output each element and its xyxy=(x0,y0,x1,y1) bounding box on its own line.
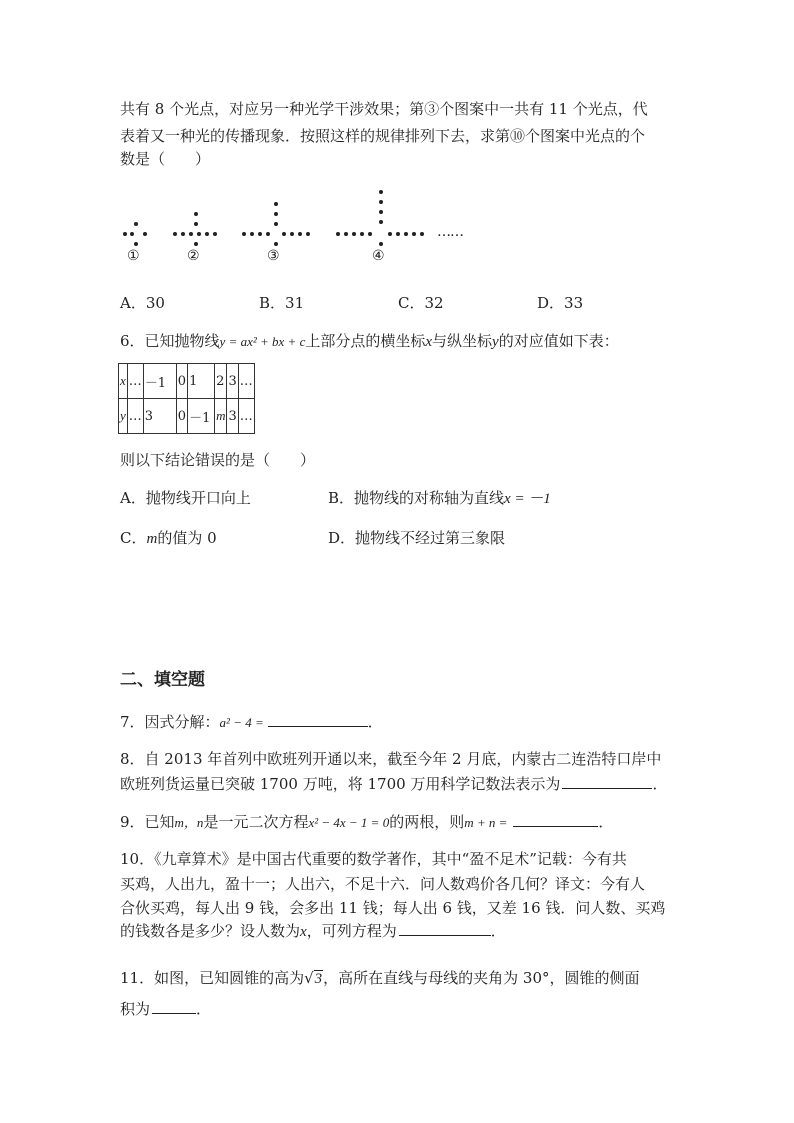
table-cell: y xyxy=(119,399,128,434)
light-dot xyxy=(130,232,134,236)
q9: 9．已知m，n是一元二次方程x² − 4x − 1 = 0的两根，则m + n = ． xyxy=(120,813,614,831)
light-dot xyxy=(134,222,138,226)
q10-line3: 合伙买鸡，每人出 9 钱，会多出 11 钱；每人出 6 钱，又差 16 钱．问人数、买鸡 xyxy=(120,899,666,917)
light-dot xyxy=(404,232,408,236)
q10-line1: 10．《九章算术》是中国古代重要的数学著作，其中“盈不足术”记载：今有共 xyxy=(120,850,627,868)
light-dot xyxy=(306,232,310,236)
answer-blank[interactable] xyxy=(399,934,491,936)
light-dot xyxy=(143,232,147,236)
light-dot xyxy=(352,232,356,236)
answer-blank[interactable] xyxy=(562,787,652,789)
light-dot xyxy=(379,190,383,194)
light-dot xyxy=(194,212,198,216)
figure-label-3: ③ xyxy=(267,248,280,264)
light-dot xyxy=(290,232,294,236)
q6-option-b: B．抛物线的对称轴为直线x = －1 xyxy=(328,489,551,507)
q8-line1: 8．自 2013 年首列中欧班列开通以来，截至今年 2 月底，内蒙古二连浩特口岸中 xyxy=(120,750,662,768)
q5-line1: 共有 8 个光点，对应另一种光学干涉效果；第③个图案中一共有 11 个光点，代 xyxy=(120,100,648,118)
q5-option-a: A．30 xyxy=(120,294,165,312)
light-dot xyxy=(205,232,209,236)
q10-line4: 的钱数各是多少？设人数为x，可列方程为 ． xyxy=(120,922,506,940)
light-dot xyxy=(173,232,177,236)
q5-option-b: B．31 xyxy=(259,294,305,312)
q11-line1: 11．如图，已知圆锥的高为√3，高所在直线与母线的夹角为 30°，圆锥的侧面 xyxy=(120,969,640,987)
light-dot xyxy=(197,232,201,236)
section-heading: 二、填空题 xyxy=(120,670,205,690)
light-dot xyxy=(213,232,217,236)
light-dot xyxy=(298,232,302,236)
q5-line3: 数是（ ） xyxy=(120,150,211,168)
table-cell: m xyxy=(215,399,227,434)
light-dot xyxy=(379,210,383,214)
light-dot xyxy=(258,232,262,236)
figure-label-1: ① xyxy=(127,248,140,264)
light-dot xyxy=(360,232,364,236)
table-cell: 3 xyxy=(143,399,176,434)
table-cell: 0 xyxy=(176,364,187,399)
table-row-x xyxy=(119,364,255,399)
answer-blank[interactable] xyxy=(152,1012,196,1014)
q7: 7．因式分解：a² − 4 = ． xyxy=(120,713,383,731)
q5-line2: 表着又一种光的传播现象．按照这样的规律排列下去，求第⑩个图案中光点的个 xyxy=(120,127,646,145)
light-dot xyxy=(274,212,278,216)
figure-label-2: ② xyxy=(187,248,200,264)
q6-option-a: A．抛物线开口向上 xyxy=(120,489,251,507)
q6-option-d: D．抛物线不经过第三象限 xyxy=(328,529,506,547)
table-cell: 0 xyxy=(176,399,187,434)
light-dot xyxy=(123,232,127,236)
table-cell: … xyxy=(238,364,254,399)
q10-line2: 买鸡，人出九，盈十一；人出六，不足十六．问人数鸡价各几何？译文：今有人 xyxy=(120,875,646,893)
light-dot xyxy=(274,202,278,206)
table-cell: 3 xyxy=(227,399,238,434)
table-cell: －1 xyxy=(143,364,176,399)
q6-stem: 6．已知抛物线y = ax² + bx + c上部分点的横坐标x与纵坐标y的对应值如下表： xyxy=(120,332,619,350)
figure-ellipsis: …… xyxy=(437,224,463,240)
light-dot xyxy=(420,232,424,236)
light-dot xyxy=(266,232,270,236)
figure-label-4: ④ xyxy=(372,248,385,264)
q5-option-d: D．33 xyxy=(537,294,584,312)
light-dot xyxy=(250,232,254,236)
answer-blank[interactable] xyxy=(268,725,368,727)
q6-formula: y = ax² + bx + c xyxy=(219,334,306,349)
light-dot xyxy=(379,200,383,204)
light-dot xyxy=(274,242,278,246)
light-dot xyxy=(368,232,372,236)
q8-line2: 欧班列货运量已突破 1700 万吨，将 1700 万用科学记数法表示为 ． xyxy=(120,775,668,793)
table-row-y xyxy=(119,399,255,434)
light-dot xyxy=(181,232,185,236)
q6-option-c: C．m的值为 0 xyxy=(120,529,217,547)
value-table xyxy=(118,363,255,434)
table-cell: －1 xyxy=(188,399,215,434)
q5-option-c: C．32 xyxy=(398,294,444,312)
light-dot xyxy=(274,222,278,226)
answer-blank[interactable] xyxy=(513,825,598,827)
light-dot xyxy=(194,242,198,246)
light-dot xyxy=(242,232,246,236)
table-cell: x xyxy=(119,364,128,399)
q11-line2: 积为 ． xyxy=(120,1000,212,1018)
table-cell: … xyxy=(127,364,143,399)
table-cell: 3 xyxy=(227,364,238,399)
light-dot xyxy=(189,232,193,236)
light-dot xyxy=(194,222,198,226)
light-dot xyxy=(336,232,340,236)
table-cell: … xyxy=(238,399,254,434)
sqrt-symbol: √ xyxy=(304,969,314,987)
light-dot xyxy=(379,220,383,224)
light-dot xyxy=(344,232,348,236)
light-dot xyxy=(379,242,383,246)
table-cell: 1 xyxy=(188,364,215,399)
table-cell: … xyxy=(127,399,143,434)
table-cell: 2 xyxy=(215,364,227,399)
light-dot xyxy=(396,232,400,236)
q6-question: 则以下结论错误的是（ ） xyxy=(120,451,316,469)
light-dot xyxy=(282,232,286,236)
light-dot xyxy=(388,232,392,236)
light-dot xyxy=(134,242,138,246)
light-dot xyxy=(412,232,416,236)
